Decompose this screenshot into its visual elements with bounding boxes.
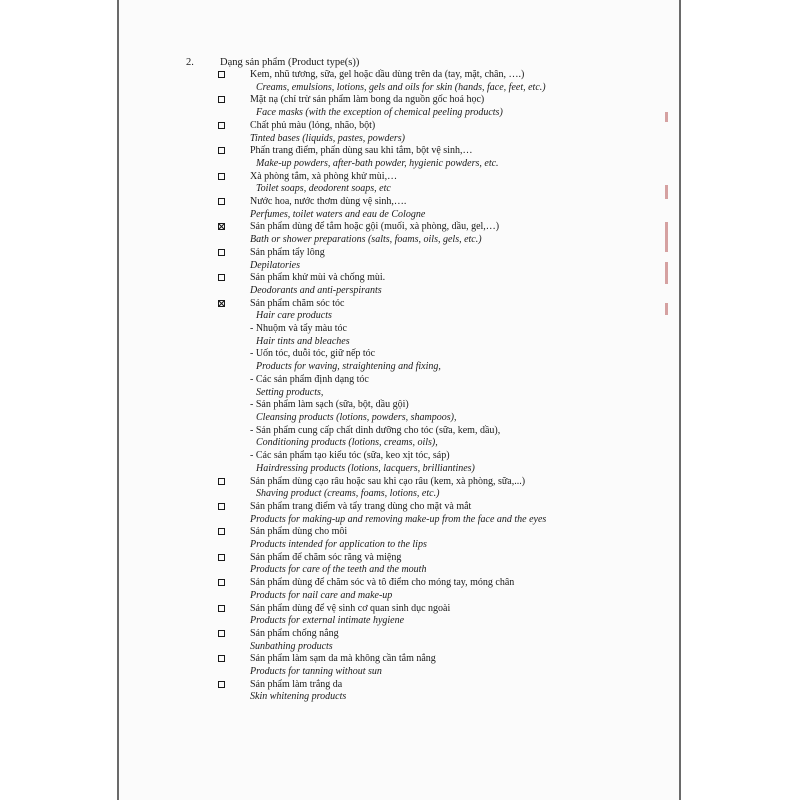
- checkbox-unchecked[interactable]: [218, 96, 225, 103]
- item-label-vi: Chất phủ màu (lỏng, nhão, bột): [250, 119, 376, 131]
- item-label-vi: Sản phẩm trang điểm và tẩy trang dùng cho mặt và mắt: [250, 500, 472, 512]
- item-label-en: Deodorants and anti-perspirants: [250, 284, 382, 296]
- item-label-en: Make-up powders, after-bath powder, hygienic powders, etc.: [256, 157, 499, 169]
- checkbox-unchecked[interactable]: [218, 249, 225, 256]
- checklist-item: [218, 247, 598, 272]
- item-label-vi: Sản phẩm làm sạm da mà không cần tắm nắng: [250, 653, 436, 665]
- sub-item-label-vi: - Sản phẩm cung cấp chất dinh dưỡng cho tóc (sữa, kem, dầu),: [250, 424, 501, 436]
- item-label-vi: Phấn trang điểm, phấn dùng sau khi tắm, bột vệ sinh,…: [250, 145, 473, 157]
- sub-item-label-en: Hair tints and bleaches: [256, 335, 350, 347]
- sub-item-label-en: Cleansing products (lotions, powders, shampoos),: [256, 411, 457, 423]
- item-label-en: Hair care products: [256, 310, 332, 322]
- checklist-item: [218, 145, 598, 170]
- checklist-item: [218, 298, 598, 476]
- item-label-vi: Kem, nhũ tương, sữa, gel hoặc dầu dùng trên da (tay, mặt, chân, ….): [250, 69, 525, 80]
- item-label-vi: Sản phẩm làm trắng da: [250, 678, 343, 690]
- item-label-en: Bath or shower preparations (salts, foams, oils, gels, etc.): [250, 234, 482, 246]
- checkbox-checked[interactable]: [218, 223, 225, 230]
- item-label-en: Products for tanning without sun: [250, 666, 382, 678]
- checkbox-checked[interactable]: [218, 300, 225, 307]
- item-label-en: Toilet soaps, deodorent soaps, etc: [256, 183, 391, 195]
- checkbox-unchecked[interactable]: [218, 681, 225, 688]
- sub-item-label-en: Products for waving, straightening and fixing,: [256, 361, 441, 373]
- sub-item-label-en: Setting products,: [256, 386, 324, 398]
- checklist-item: [218, 69, 598, 94]
- checkbox-unchecked[interactable]: [218, 605, 225, 612]
- sub-item-label-vi: - Các sản phẩm định dạng tóc: [250, 373, 369, 385]
- checkbox-unchecked[interactable]: [218, 147, 225, 154]
- item-label-vi: Sản phẩm tẩy lông: [250, 246, 325, 258]
- checkbox-unchecked[interactable]: [218, 503, 225, 510]
- checkbox-unchecked[interactable]: [218, 478, 225, 485]
- item-label-vi: Sản phẩm chăm sóc tóc: [250, 297, 345, 309]
- checklist-item: [218, 221, 598, 246]
- item-label-en: Shaving product (creams, foams, lotions, etc.): [256, 488, 440, 500]
- item-label-en: Creams, emulsions, lotions, gels and oils for skin (hands, face, feet, etc.): [256, 81, 546, 93]
- item-label-en: Perfumes, toilet waters and eau de Cologne: [250, 208, 426, 220]
- item-label-vi: Sản phẩm chống nắng: [250, 627, 339, 639]
- checklist-item: [218, 171, 598, 196]
- margin-mark: [665, 112, 668, 122]
- item-label-en: Tinted bases (liquids, pastes, powders): [250, 132, 406, 144]
- checklist-item: [218, 552, 598, 577]
- checkbox-unchecked[interactable]: [218, 198, 225, 205]
- item-label-vi: Mặt nạ (chỉ trừ sản phẩm làm bong da nguồn gốc hoá học): [250, 94, 485, 106]
- sub-item-label-vi: - Các sản phẩm tạo kiểu tóc (sữa, keo xịt tóc, sáp): [250, 450, 450, 462]
- checkbox-unchecked[interactable]: [218, 554, 225, 561]
- sub-item-label-en: Conditioning products (lotions, creams, oils),: [256, 437, 438, 449]
- item-label-vi: Sản phẩm dùng để vệ sinh cơ quan sinh dục ngoài: [250, 602, 451, 614]
- item-label-vi: Sản phẩm khử mùi và chống mùi.: [250, 272, 386, 284]
- checklist-item: [218, 94, 598, 119]
- sub-item-label-vi: - Sản phẩm làm sạch (sữa, bột, dầu gội): [250, 399, 409, 411]
- item-label-en: Products intended for application to the lips: [250, 539, 427, 551]
- checkbox-unchecked[interactable]: [218, 655, 225, 662]
- checkbox-unchecked[interactable]: [218, 173, 225, 180]
- item-label-en: Skin whitening products: [250, 691, 347, 703]
- checklist-item: [218, 653, 598, 678]
- checklist-item: [218, 501, 598, 526]
- item-label-en: Products for making-up and removing make-up from the face and the eyes: [250, 513, 547, 525]
- checkbox-unchecked[interactable]: [218, 71, 225, 78]
- checkbox-unchecked[interactable]: [218, 274, 225, 281]
- item-label-vi: Sản phẩm dùng để tắm hoặc gội (muối, xà phòng, dầu, gel,…): [250, 221, 500, 233]
- sub-item-label-vi: - Uốn tóc, duỗi tóc, giữ nếp tóc: [250, 348, 376, 360]
- checklist-item: [218, 476, 598, 501]
- checklist-item: [218, 120, 598, 145]
- item-label-vi: Sản phẩm dùng cho môi: [250, 526, 348, 538]
- checklist-item: [218, 679, 598, 704]
- product-type-list: [218, 69, 598, 704]
- checkbox-unchecked[interactable]: [218, 122, 225, 129]
- margin-mark: [665, 185, 668, 199]
- item-label-en: Products for care of the teeth and the mouth: [250, 564, 427, 576]
- sub-item-label-en: Hairdressing products (lotions, lacquers, brilliantines): [256, 462, 475, 474]
- checklist-item: [218, 577, 598, 602]
- item-label-vi: Sản phẩm dùng cạo râu hoặc sau khi cạo râu (kem, xà phòng, sữa,...): [250, 475, 526, 487]
- checklist-item: [218, 526, 598, 551]
- margin-mark: [665, 303, 668, 315]
- margin-mark: [665, 222, 668, 252]
- checkbox-unchecked[interactable]: [218, 528, 225, 535]
- item-label-en: Face masks (with the exception of chemical peeling products): [256, 107, 503, 119]
- item-label-en: Products for nail care and make-up: [250, 589, 393, 601]
- item-label-en: Sunbathing products: [250, 640, 333, 652]
- item-label-vi: Xà phòng tắm, xà phòng khử mùi,…: [250, 170, 398, 182]
- section-title: Dạng sản phẩm (Product type(s)): [220, 57, 360, 68]
- sub-item-label-vi: - Nhuộm và tẩy màu tóc: [250, 323, 347, 335]
- checklist-item: [218, 603, 598, 628]
- item-label-en: Products for external intimate hygiene: [250, 615, 405, 627]
- item-label-vi: Nước hoa, nước thơm dùng vệ sinh,….: [250, 196, 407, 208]
- checkbox-unchecked[interactable]: [218, 630, 225, 637]
- checklist-item: [218, 272, 598, 297]
- checklist-item: [218, 628, 598, 653]
- checkbox-unchecked[interactable]: [218, 579, 225, 586]
- item-label-vi: Sản phẩm dùng để chăm sóc và tô điểm cho móng tay, móng chân: [250, 577, 515, 589]
- margin-mark: [665, 262, 668, 284]
- section-number: 2.: [186, 57, 194, 68]
- checklist-item: [218, 196, 598, 221]
- item-label-en: Depilatories: [250, 259, 300, 271]
- item-label-vi: Sản phẩm để chăm sóc răng và miệng: [250, 551, 402, 563]
